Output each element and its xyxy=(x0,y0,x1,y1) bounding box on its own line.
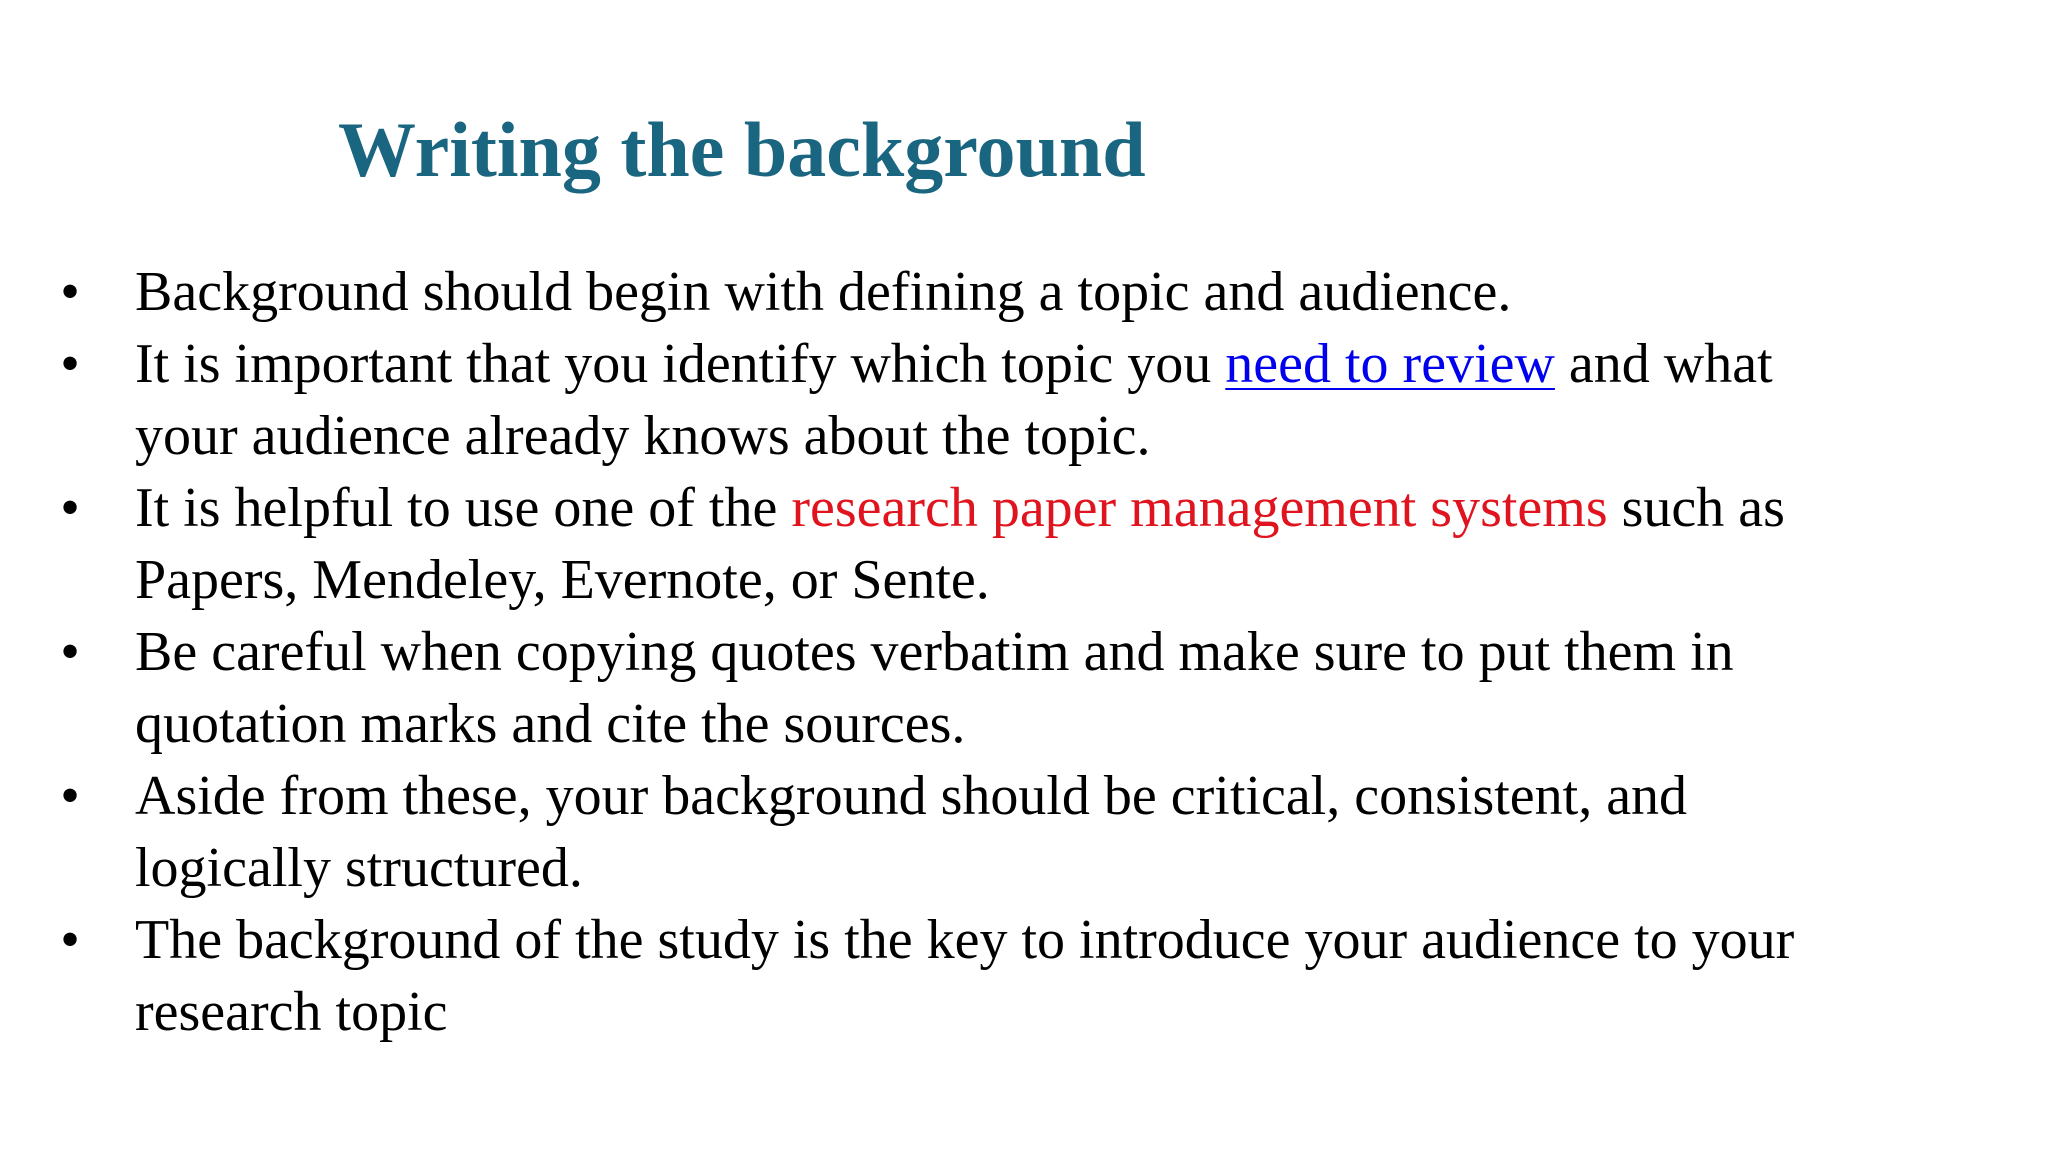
bullet-text-line: your audience already knows about the topic. xyxy=(135,405,1151,467)
bullet-text-line: Papers, Mendeley, Evernote, or Sente. xyxy=(135,549,990,611)
slide-title: Writing the background xyxy=(338,106,1146,193)
bullet-text-line xyxy=(135,328,2015,400)
bullet-text-line xyxy=(135,472,2015,544)
bullet-text-line: Be careful when copying quotes verbatim and make sure to put them in xyxy=(135,621,1734,683)
bullet-text-segment: and what xyxy=(1554,333,1773,395)
bullet-item xyxy=(55,616,2015,760)
need-to-review-link[interactable]: need to review xyxy=(1225,333,1555,395)
bullet-icon: • xyxy=(60,909,80,971)
bullet-text-line: The background of the study is the key to introduce your audience to your xyxy=(135,909,1795,971)
bullet-item xyxy=(55,328,2015,472)
bullet-item xyxy=(55,472,2015,616)
bullet-icon: • xyxy=(60,621,80,683)
bullet-item xyxy=(55,760,2015,904)
bullet-text-segment: It is helpful to use one of the xyxy=(135,477,792,539)
bullet-text-line: Background should begin with defining a topic and audience. xyxy=(135,261,1512,323)
highlighted-text: research paper management systems xyxy=(791,477,1608,539)
bullet-text-line: quotation marks and cite the sources. xyxy=(135,693,966,755)
bullet-icon: • xyxy=(60,765,80,827)
bullet-text-segment: It is important that you identify which topic you xyxy=(135,333,1226,395)
bullet-item xyxy=(55,256,2015,328)
bullet-icon: • xyxy=(60,261,80,323)
bullet-list xyxy=(55,256,2015,1048)
bullet-text-line: Aside from these, your background should be critical, consistent, and xyxy=(135,765,1688,827)
bullet-text-line: logically structured. xyxy=(135,837,583,899)
bullet-item xyxy=(55,904,2015,1048)
bullet-text-segment: such as xyxy=(1607,477,1785,539)
bullet-text-line: research topic xyxy=(135,981,448,1043)
bullet-icon: • xyxy=(60,333,80,395)
bullet-icon: • xyxy=(60,477,80,539)
